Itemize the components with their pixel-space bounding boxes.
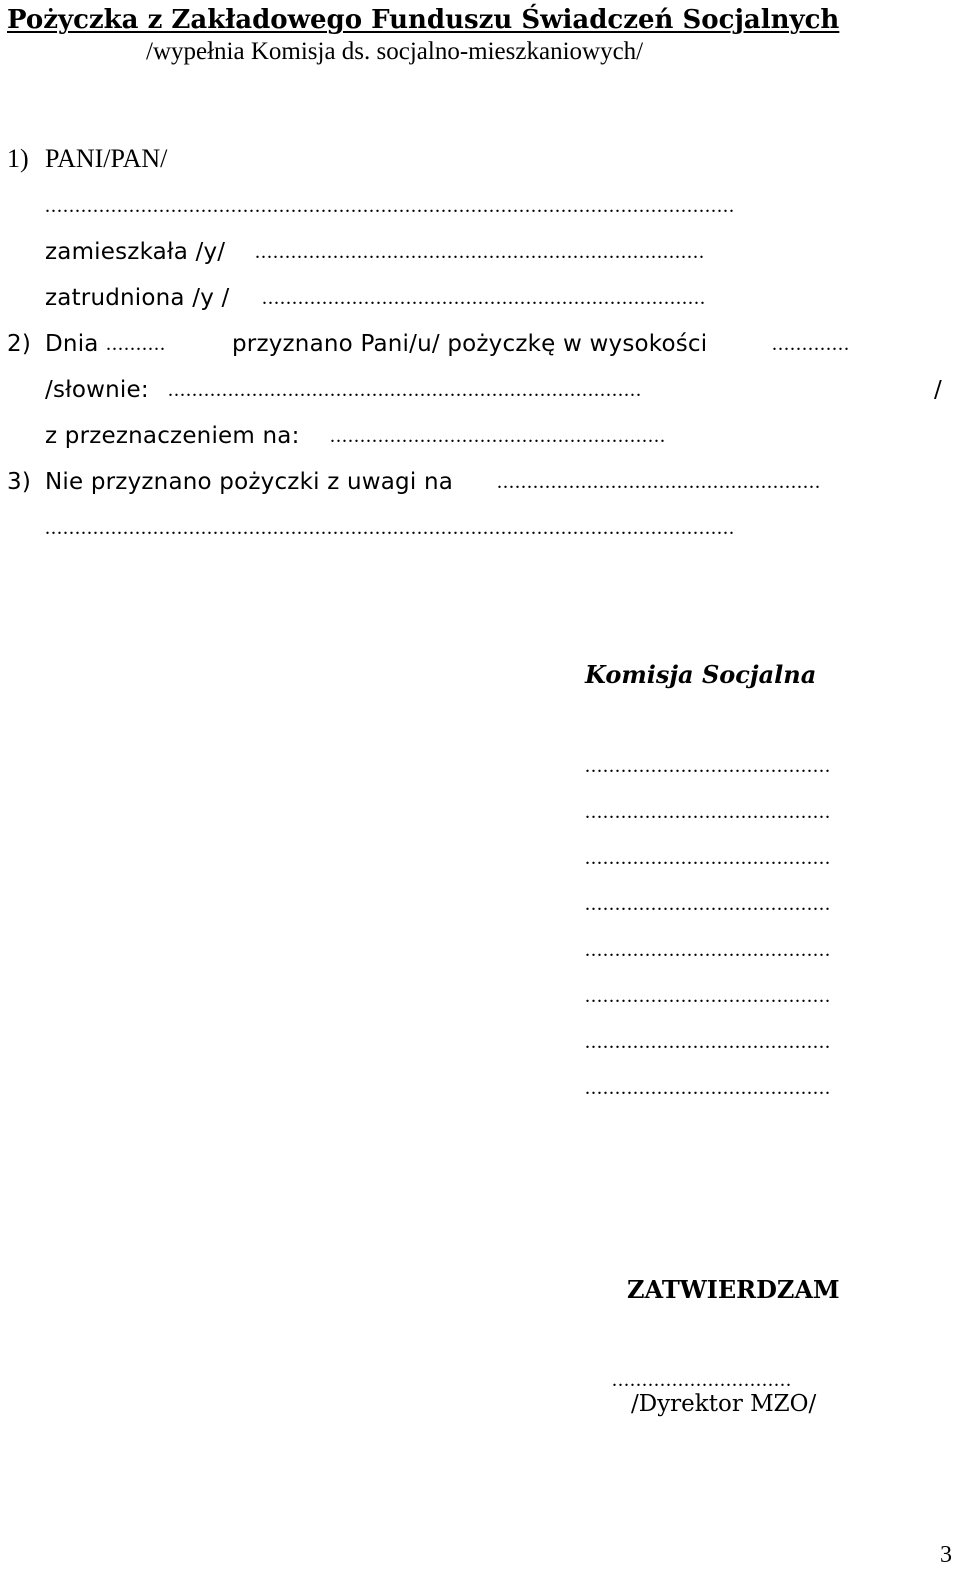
- committee-signature-line: .........................................: [585, 755, 831, 777]
- residence-fill-line: ...........................................................................: [255, 241, 705, 263]
- committee-title: Komisja Socjalna: [585, 660, 817, 689]
- in-words-label: /słownie:: [45, 377, 149, 403]
- in-words-end: /: [934, 377, 942, 403]
- director-signatory: /Dyrektor MZO/: [631, 1391, 817, 1417]
- in-words-fill-line: ...............................................................................: [168, 379, 642, 401]
- section-2-number: 2): [7, 331, 32, 357]
- section-1-label: PANI/PAN/: [45, 144, 168, 173]
- date-fill-line: ..........: [106, 333, 166, 355]
- granted-text: przyznano Pani/u/ pożyczkę w wysokości: [232, 331, 708, 357]
- committee-signature-line: .........................................: [585, 893, 831, 915]
- employment-label: zatrudniona /y /: [45, 285, 230, 311]
- refusal-fill-line: ......................................................: [497, 471, 821, 493]
- section-1-number: 1): [7, 144, 29, 173]
- residence-label: zamieszkała /y/: [45, 239, 226, 265]
- name-fill-line: ...................................................................................................................: [45, 195, 735, 217]
- page-number: 3: [940, 1542, 952, 1568]
- refusal-text: Nie przyznano pożyczki z uwagi na: [45, 469, 454, 495]
- committee-signature-line: .........................................: [585, 801, 831, 823]
- amount-fill-line: .............: [772, 333, 850, 355]
- refusal-fill-line-2: ...................................................................................................................: [45, 517, 735, 539]
- committee-signature-line: .........................................: [585, 1031, 831, 1053]
- purpose-fill-line: ........................................................: [330, 425, 666, 447]
- section-3-number: 3): [7, 469, 32, 495]
- date-label: Dnia: [45, 331, 99, 357]
- committee-signature-line: .........................................: [585, 985, 831, 1007]
- committee-signature-line: .........................................: [585, 1077, 831, 1099]
- committee-signature-line: .........................................: [585, 939, 831, 961]
- document-title: Pożyczka z Zakładowego Funduszu Świadczeń Socjalnych: [7, 5, 840, 35]
- document-subtitle: /wypełnia Komisja ds. socjalno-mieszkaniowych/: [146, 38, 644, 65]
- committee-signature-line: .........................................: [585, 847, 831, 869]
- director-signature-line: ..............................: [612, 1369, 792, 1391]
- purpose-label: z przeznaczeniem na:: [45, 423, 300, 449]
- approval-title: ZATWIERDZAM: [627, 1275, 840, 1304]
- employment-fill-line: ..........................................................................: [262, 287, 706, 309]
